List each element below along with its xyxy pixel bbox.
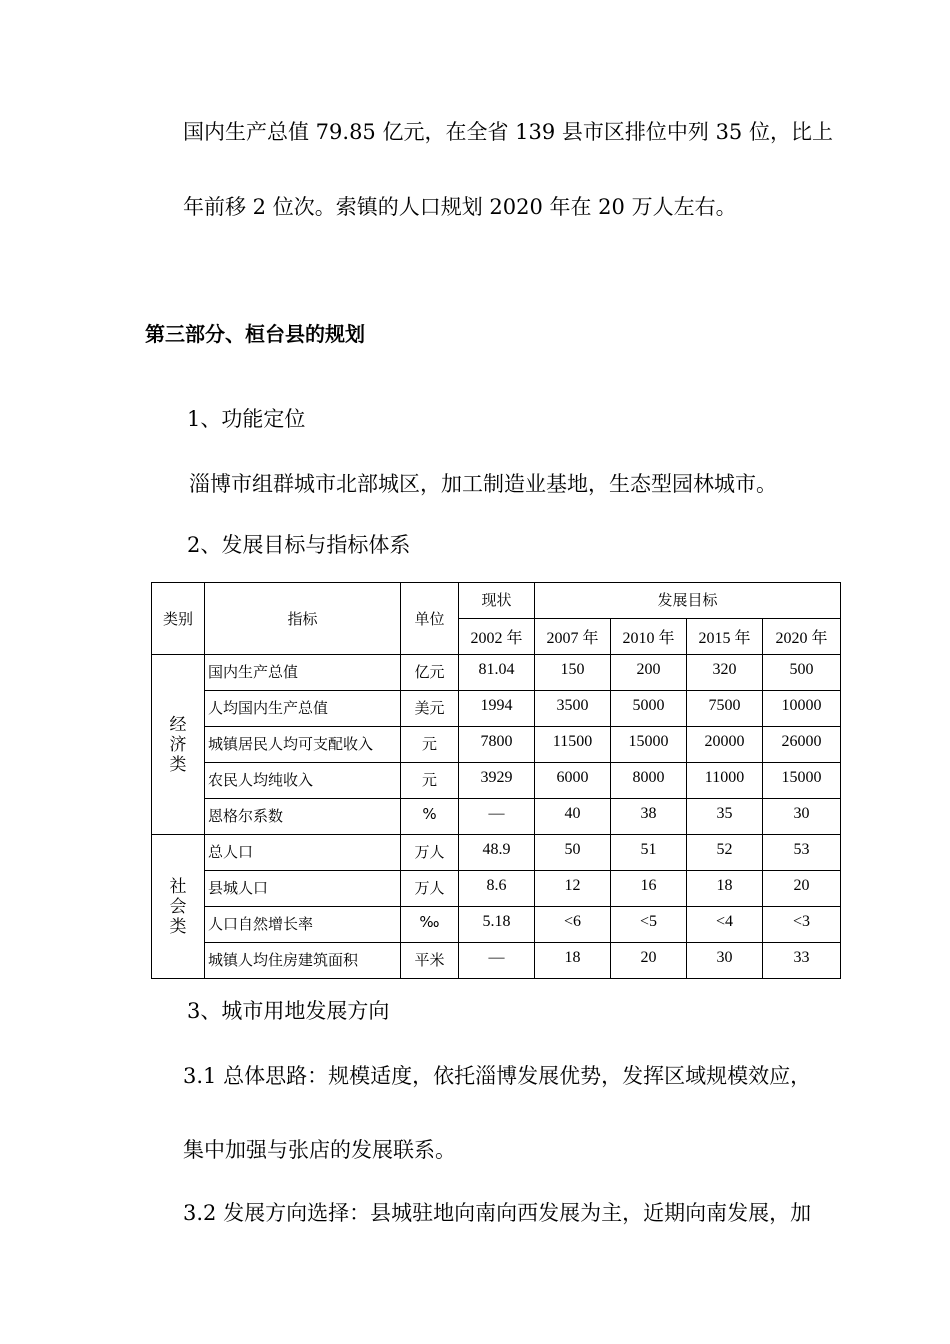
value-cell: 33 [763,943,841,979]
value-cell: 35 [687,799,763,835]
value-cell: 18 [535,943,611,979]
table-row [152,907,841,943]
value-cell: — [459,799,535,835]
indicator-cell: 人口自然增长率 [205,907,401,943]
value-cell: 15000 [611,727,687,763]
paragraph-top-line-1: 国内生产总值 79.85 亿元，在全省 139 县市区排位中列 35 位，比上 [183,120,833,144]
indicator-cell: 恩格尔系数 [205,799,401,835]
development-target-table [151,582,841,979]
value-cell: 16 [611,871,687,907]
value-cell: 15000 [763,763,841,799]
value-cell: 51 [611,835,687,871]
table-row [152,799,841,835]
value-cell: 50 [535,835,611,871]
value-cell: 20 [763,871,841,907]
value-cell: 11000 [687,763,763,799]
value-cell: 320 [687,655,763,691]
value-cell: <4 [687,907,763,943]
subsection-3-1-line-1: 3.1 总体思路：规模适度，依托淄博发展优势，发挥区域规模效应， [183,1064,812,1088]
value-cell: 11500 [535,727,611,763]
value-cell: 81.04 [459,655,535,691]
value-cell: 8.6 [459,871,535,907]
table-row [152,727,841,763]
value-cell: 7800 [459,727,535,763]
value-cell: 5.18 [459,907,535,943]
value-cell: <3 [763,907,841,943]
unit-cell: 亿元 [401,655,459,691]
header-year: 2007 年 [535,619,611,655]
value-cell: 18 [687,871,763,907]
value-cell: 1994 [459,691,535,727]
paragraph-top-line-2: 年前移 2 位次。索镇的人口规划 2020 年在 20 万人左右。 [183,195,737,219]
unit-cell: 元 [401,727,459,763]
header-current: 现状 [459,583,535,619]
unit-cell: 平米 [401,943,459,979]
unit-cell: 元 [401,763,459,799]
table-row [152,691,841,727]
value-cell: <5 [611,907,687,943]
value-cell: 53 [763,835,841,871]
value-cell: 6000 [535,763,611,799]
header-indicator: 指标 [205,583,401,655]
unit-cell: % [401,799,459,835]
indicator-cell: 县城人口 [205,871,401,907]
indicator-cell: 城镇人均住房建筑面积 [205,943,401,979]
value-cell: 500 [763,655,841,691]
indicator-cell: 国内生产总值 [205,655,401,691]
value-cell: <6 [535,907,611,943]
value-cell: 5000 [611,691,687,727]
value-cell: 12 [535,871,611,907]
value-cell: 40 [535,799,611,835]
header-unit: 单位 [401,583,459,655]
indicator-cell: 人均国内生产总值 [205,691,401,727]
value-cell: — [459,943,535,979]
value-cell: 8000 [611,763,687,799]
header-year: 2002 年 [459,619,535,655]
category-social: 社 会 类 [152,835,205,979]
section-heading: 第三部分、桓台县的规划 [145,322,365,346]
header-year: 2020 年 [763,619,841,655]
value-cell: 52 [687,835,763,871]
header-category: 类别 [152,583,205,655]
value-cell: 20000 [687,727,763,763]
value-cell: 38 [611,799,687,835]
unit-cell: 万人 [401,835,459,871]
value-cell: 20 [611,943,687,979]
header-year: 2015 年 [687,619,763,655]
subsection-3-1-line-2: 集中加强与张店的发展联系。 [183,1138,456,1162]
value-cell: 3500 [535,691,611,727]
subsection-3-title: 3、城市用地发展方向 [187,999,390,1023]
header-year: 2010 年 [611,619,687,655]
table-row [152,943,841,979]
indicator-cell: 总人口 [205,835,401,871]
table-row [152,655,841,691]
subsection-1-title: 1、功能定位 [187,407,306,431]
table-row [152,871,841,907]
value-cell: 48.9 [459,835,535,871]
unit-cell: ‰ [401,907,459,943]
value-cell: 26000 [763,727,841,763]
indicator-cell: 城镇居民人均可支配收入 [205,727,401,763]
table-row [152,763,841,799]
value-cell: 30 [687,943,763,979]
subsection-1-text: 淄博市组群城市北部城区，加工制造业基地，生态型园林城市。 [189,472,777,496]
subsection-3-2-line-1: 3.2 发展方向选择：县城驻地向南向西发展为主，近期向南发展，加 [183,1201,812,1225]
table-row [152,835,841,871]
header-target: 发展目标 [535,583,841,619]
value-cell: 10000 [763,691,841,727]
value-cell: 150 [535,655,611,691]
unit-cell: 万人 [401,871,459,907]
value-cell: 30 [763,799,841,835]
value-cell: 7500 [687,691,763,727]
indicator-cell: 农民人均纯收入 [205,763,401,799]
value-cell: 200 [611,655,687,691]
subsection-2-title: 2、发展目标与指标体系 [187,533,411,557]
category-economic: 经 济 类 [152,655,205,835]
value-cell: 3929 [459,763,535,799]
unit-cell: 美元 [401,691,459,727]
